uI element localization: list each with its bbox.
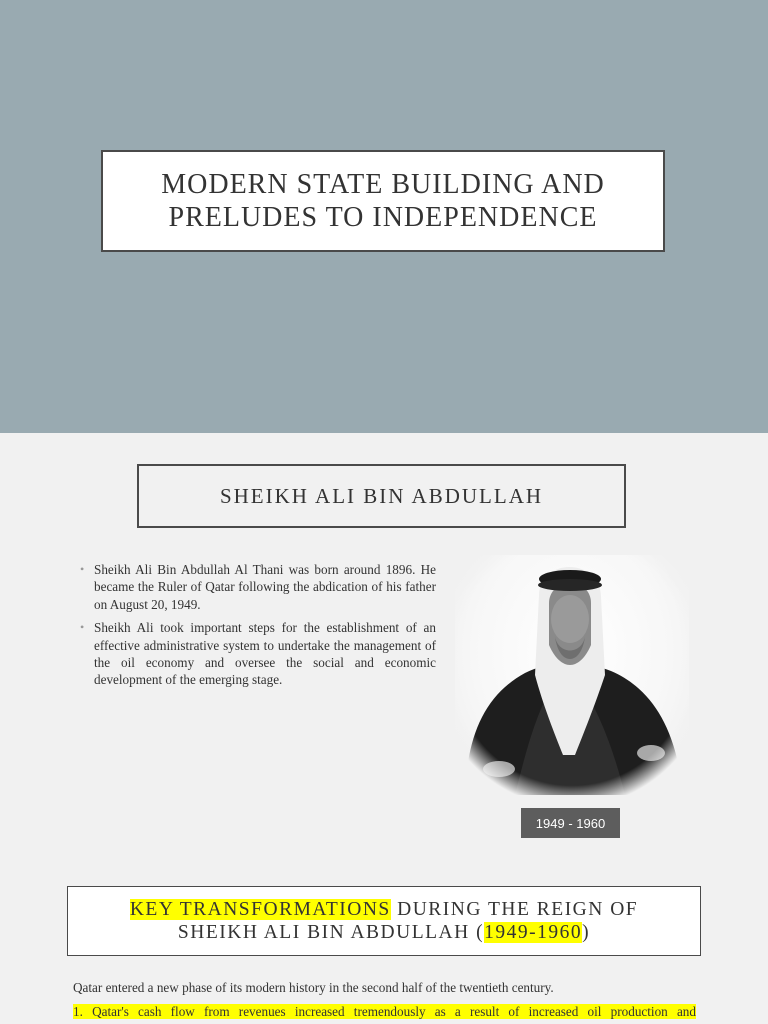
title-line2-pre: SHEIKH ALI BIN ABDULLAH (: [177, 922, 485, 943]
title-slide: [0, 0, 768, 433]
title-years: 1949-1960: [484, 922, 583, 943]
date-badge: [521, 808, 620, 838]
title-line-1: MODERN STATE BUILDING AND: [161, 169, 605, 200]
title-line2-post: ): [582, 922, 591, 943]
bullet-icon: •: [80, 562, 85, 576]
bullet-icon: •: [80, 620, 85, 635]
point-1: [73, 1003, 696, 1020]
title-line-2: PRELUDES TO INDEPENDENCE: [168, 202, 598, 233]
bullet-text: Sheikh Ali took important steps for the establishment of an effective administrative system to undertake the management of the oil economy and oversee the social and economic development of the emerging stage.: [94, 620, 436, 688]
page-title: [161, 168, 605, 234]
intro-paragraph: Qatar entered a new phase of its modern history in the second half of the twentieth century.: [73, 980, 554, 995]
title-highlight: KEY TRANSFORMATIONS: [129, 899, 391, 920]
title-rest: DURING THE REIGN OF: [390, 899, 639, 920]
transformations-title-box: [67, 886, 701, 956]
portrait-illustration: [455, 555, 689, 795]
title-box: [101, 150, 665, 252]
point-1-text: 1. Qatar's cash flow from revenues increased tremendously as a result of increased oil production and: [73, 1004, 696, 1019]
date-badge-label: 1949 - 1960: [535, 815, 606, 831]
list-item: [78, 561, 436, 613]
slide-title-box: [137, 464, 626, 528]
portrait-photo: [455, 555, 689, 795]
slide-title: SHEIKH ALI BIN ABDULLAH: [219, 483, 544, 508]
bullet-list: [78, 561, 436, 695]
list-item: [78, 619, 436, 689]
transformations-title: [130, 898, 638, 944]
bullet-text: Sheikh Ali Bin Abdullah Al Thani was born around 1896. He became the Ruler of Qatar following the abdication of his father on August 20, 1949.: [94, 562, 436, 612]
